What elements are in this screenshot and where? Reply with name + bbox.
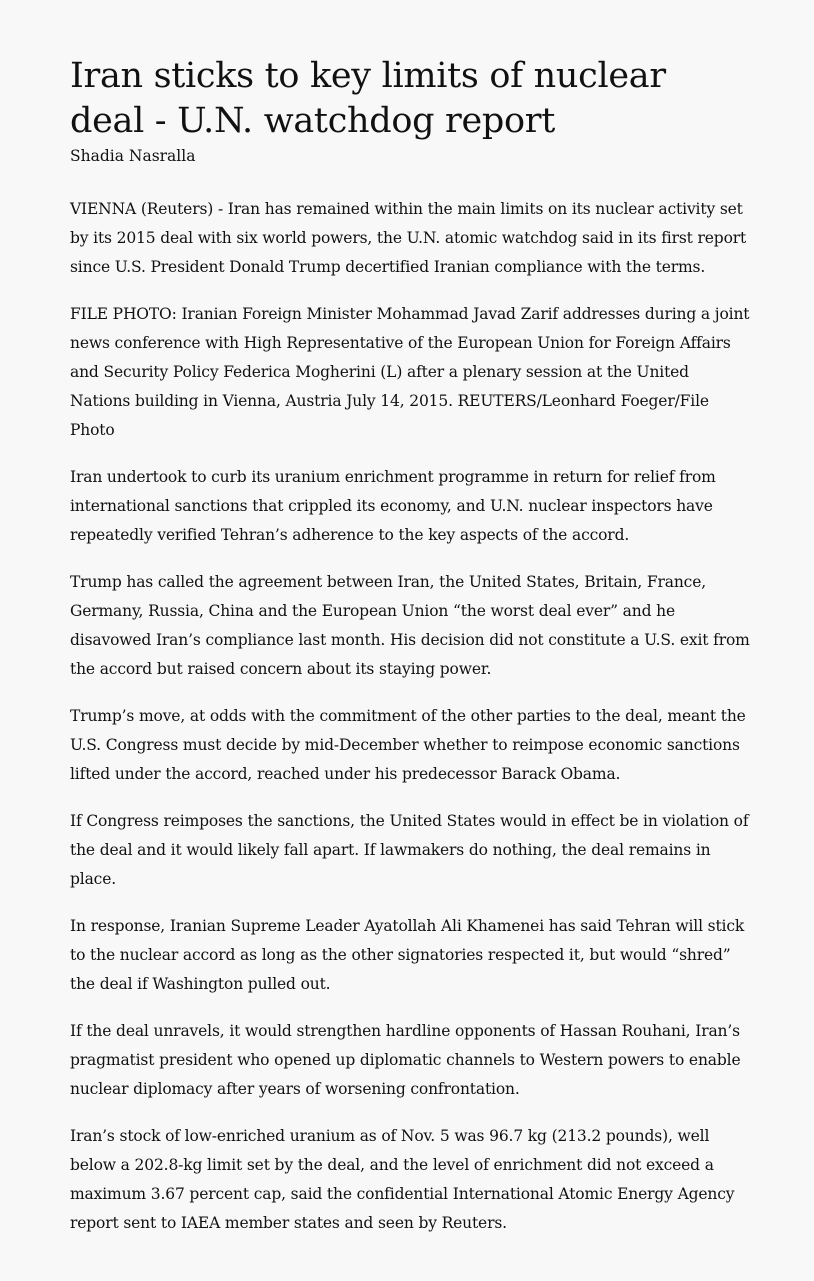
photo-caption-paragraph: FILE PHOTO: Iranian Foreign Minister Mohammad Javad Zarif addresses during a joint news conference with High Representative of the European Union for Foreign Affairs and Security Policy Federica Mogherini (L) after a plenary session at the United Nations building in Vienna, Austria July 14, 2015. REUTERS/Leonhard Foeger/File Photo (70, 305, 750, 439)
article-paragraph: Iran undertook to curb its uranium enrichment programme in return for relief from international sanctions that crippled its economy, and U.N. nuclear inspectors have repeatedly verified Tehran’s adherence to the key aspects of the accord. (70, 468, 716, 544)
article-paragraph: VIENNA (Reuters) - Iran has remained within the main limits on its nuclear activity set by its 2015 deal with six world powers, the U.N. atomic watchdog said in its first report since U.S. President Donald Trump decertified Iranian compliance with the terms. (70, 200, 747, 276)
article-byline: Shadia Nasralla (70, 147, 196, 165)
article-paragraph: Iran’s stock of low-enriched uranium as of Nov. 5 was 96.7 kg (213.2 pounds), well below a 202.8-kg limit set by the deal, and the level of enrichment did not exceed a maximum 3.67 percent cap, said the confidential International Atomic Energy Agency report sent to IAEA member states and seen by Reuters. (70, 1127, 735, 1232)
article-paragraph: If the deal unravels, it would strengthen hardline opponents of Hassan Rouhani, Iran’s pragmatist president who opened up diplomatic channels to Western powers to enable nuclear diplomacy after years of worsening confrontation. (70, 1022, 741, 1098)
article-headline: Iran sticks to key limits of nuclear deal - U.N. watchdog report (70, 56, 666, 141)
article-body (70, 195, 750, 1238)
article-paragraph: In response, Iranian Supreme Leader Ayatollah Ali Khamenei has said Tehran will stick to the nuclear accord as long as the other signatories respected it, but would “shred” the deal if Washington pulled out. (70, 917, 745, 993)
article-paragraph: Trump has called the agreement between Iran, the United States, Britain, France, Germany, Russia, China and the European Union “the worst deal ever” and he disavowed Iran’s compliance last month. His decision did not constitute a U.S. exit from the accord but raised concern about its staying power. (70, 573, 750, 678)
article-paragraph: Trump’s move, at odds with the commitment of the other parties to the deal, meant the U.S. Congress must decide by mid-December whether to reimpose economic sanctions lifted under the accord, reached under his predecessor Barack Obama. (70, 707, 746, 783)
article-paragraph: If Congress reimposes the sanctions, the United States would in effect be in violation of the deal and it would likely fall apart. If lawmakers do nothing, the deal remains in place. (70, 812, 749, 888)
